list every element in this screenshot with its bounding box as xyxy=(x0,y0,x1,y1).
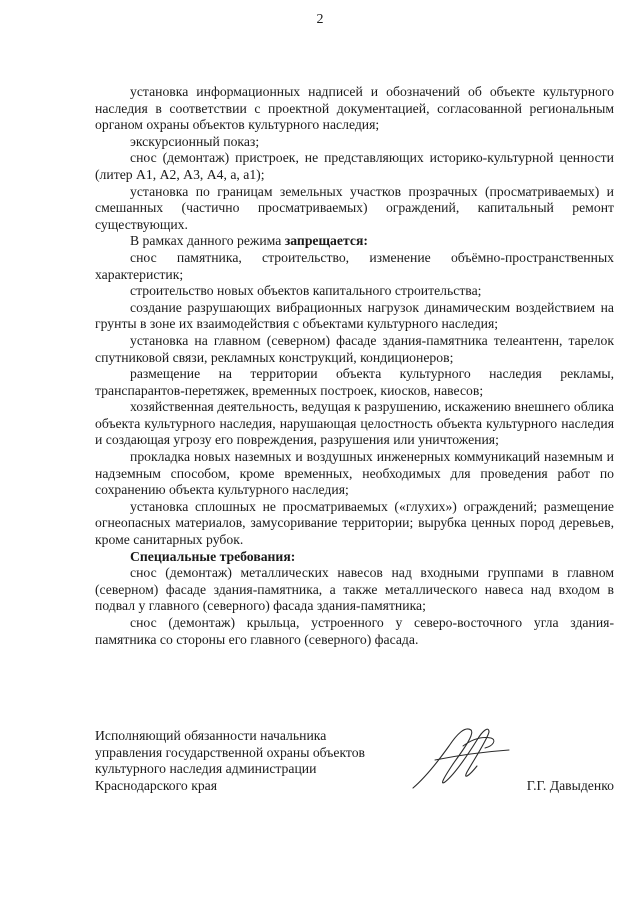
paragraph-porch-demolition: снос (демонтаж) крыльца, устроенного у северо-восточного угла здания-памятника со стороны его главного (северного) фасада. xyxy=(95,615,614,647)
prohibited-intro-text: В рамках данного режима xyxy=(130,233,285,249)
prohibited-keyword: запрещается: xyxy=(284,233,368,249)
paragraph-excursion: экскурсионный показ; xyxy=(130,133,260,149)
signatory-position-line: культурного наследия администрации xyxy=(95,761,317,777)
paragraph-prohibited-intro xyxy=(95,233,614,250)
paragraph-facade-equipment: установка на главном (северном) фасаде здания-памятника телеантенн, тарелок спутниковой связи, рекламных конструкций, кондиционеров; xyxy=(95,332,614,365)
paragraph-vibration-loads: создание разрушающих вибрационных нагрузок динамическим воздействием на грунты в зоне их взаимодействия с объектами культурного наследия; xyxy=(95,299,614,332)
signatory-position-line: Исполняющий обязанности начальника xyxy=(95,728,327,743)
page-number: 2 xyxy=(316,12,324,27)
signatory-position-line: управления государственной охраны объектов xyxy=(95,744,366,760)
signatory-name: Г.Г. Давыденко xyxy=(526,777,614,793)
paragraph-fences: установка по границам земельных участков прозрачных (просматриваемых) и смешанных (частично просматриваемых) ограждений, капитальный ремонт существующих. xyxy=(95,183,614,232)
paragraph-monument-demolition: снос памятника, строительство, изменение объёмно-пространственных характеристик; xyxy=(95,249,614,282)
paragraph-new-construction: строительство новых объектов капитального строительства; xyxy=(130,283,482,299)
paragraph-economic-activity: хозяйственная деятельность, ведущая к разрушению, искажению внешнего облика объекта культурного наследия, нарушающая целостность объекта культурного наследия и создающая угрозу его повреждения, разрушения или уничтожения; xyxy=(95,399,614,448)
signature-block xyxy=(95,728,614,794)
paragraph-advertising: размещение на территории объекта культурного наследия рекламы, транспарантов-перетяжек, временных построек, киосков, навесов; xyxy=(95,366,614,398)
handwritten-signature xyxy=(405,716,515,796)
document-body xyxy=(95,84,614,648)
signatory-position-line: Краснодарского края xyxy=(95,777,218,793)
paragraph-canopies-demolition: снос (демонтаж) металлических навесов над входными группами в главном (северном) фасаде здания-памятника, а также металлического навеса над входом в подвал у главного (северного) фасада здания-памятника; xyxy=(95,565,614,614)
special-requirements-heading: Специальные требования: xyxy=(130,548,296,564)
paragraph-utilities: прокладка новых наземных и воздушных инженерных коммуникаций наземным и надземным способом, кроме временных, необходимых для проведения работ по сохранению объекта культурного наследия; xyxy=(95,449,614,498)
signatory-position xyxy=(95,728,425,794)
paragraph-inscriptions: установка информационных надписей и обозначений об объекте культурного наследия в соответствии с проектной документацией, согласованной региональным органом охраны объектов культурного наследия; xyxy=(95,84,614,133)
paragraph-solid-fences: установка сплошных не просматриваемых («глухих») ограждений; размещение огнеопасных материалов, замусоривание территории; вырубка ценных пород деревьев, кроме санитарных рубок. xyxy=(95,498,614,548)
paragraph-extensions-demolition: снос (демонтаж) пристроек, не представляющих историко-культурной ценности (литер А1, А2, А3, А4, а, а1); xyxy=(95,150,614,182)
